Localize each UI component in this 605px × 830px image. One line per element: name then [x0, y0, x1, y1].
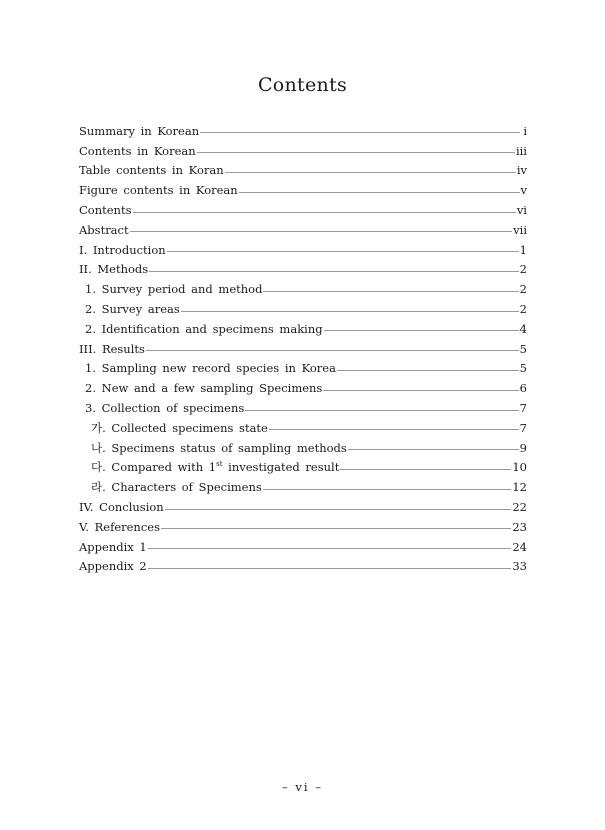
- toc-entry-page-number: 5: [519, 361, 527, 376]
- dot-leader: [161, 528, 511, 529]
- toc-entry-label: [79, 401, 244, 415]
- dot-leader: [348, 449, 519, 450]
- toc-entry: [79, 180, 527, 200]
- toc-entry-page-number: 33: [512, 559, 527, 574]
- toc-entry-label: [79, 282, 262, 296]
- toc-entry-label: [79, 420, 268, 436]
- dot-leader: [323, 390, 518, 391]
- toc-entry: [79, 359, 527, 379]
- toc-entry: [79, 438, 527, 458]
- toc-entry-page-number: 2: [519, 262, 527, 277]
- toc-entry-page-number: 6: [519, 381, 527, 396]
- dot-leader: [337, 370, 519, 371]
- dot-leader: [239, 192, 520, 193]
- toc-entry-superscript: st: [216, 460, 223, 469]
- toc-entry-label: [79, 322, 323, 336]
- toc-entry-page-number: 7: [519, 420, 527, 435]
- toc-entry-label: [79, 361, 336, 375]
- toc-entry-page-number: 23: [512, 519, 527, 534]
- table-of-contents: [79, 121, 527, 576]
- toc-entry-label: [79, 144, 196, 158]
- toc-entry: [79, 161, 527, 181]
- toc-entry-text: Contents: [79, 203, 132, 218]
- toc-entry-page-number: iv: [516, 163, 527, 178]
- toc-entry-label: [79, 342, 145, 356]
- dot-leader: [263, 291, 518, 292]
- toc-entry-page-number: 1: [519, 242, 527, 257]
- toc-entry: [79, 398, 527, 418]
- toc-entry-text: III. Results: [79, 341, 145, 356]
- dot-leader: [225, 172, 516, 173]
- toc-entry: [79, 299, 527, 319]
- toc-entry-text: V. References: [79, 519, 160, 534]
- toc-entry-label: [79, 381, 322, 395]
- toc-entry-text: 다. Compared with 1: [91, 460, 217, 475]
- dot-leader: [167, 251, 519, 252]
- page-number-footer: – vi –: [282, 780, 323, 794]
- toc-entry: [79, 240, 527, 260]
- dot-leader: [245, 410, 518, 411]
- toc-entry-text: IV. Conclusion: [79, 500, 164, 515]
- toc-entry-text: 2. Identification and specimens making: [85, 321, 323, 336]
- dot-leader: [146, 350, 519, 351]
- toc-entry-page-number: 10: [512, 460, 527, 475]
- toc-entry-page-number: vii: [513, 222, 527, 237]
- dot-leader: [263, 489, 512, 490]
- toc-entry-label: [79, 262, 148, 276]
- toc-entry-label: [79, 540, 147, 554]
- toc-entry-label: [79, 459, 339, 475]
- toc-entry-text: Table contents in Koran: [79, 163, 224, 178]
- toc-entry: [79, 477, 527, 497]
- toc-entry-label: [79, 243, 166, 257]
- toc-entry-text: 1. Sampling new record species in Korea: [85, 361, 336, 376]
- toc-entry-page-number: 4: [519, 321, 527, 336]
- toc-entry-page-number: 12: [512, 480, 527, 495]
- toc-entry-label: [79, 124, 199, 138]
- dot-leader: [133, 212, 516, 213]
- dot-leader: [149, 271, 518, 272]
- toc-entry-text: 3. Collection of specimens: [85, 401, 245, 416]
- toc-entry-text: Appendix 2: [79, 559, 147, 574]
- toc-entry-label: [79, 203, 132, 217]
- toc-entry-page-number: 7: [519, 401, 527, 416]
- toc-entry-page-number: 22: [512, 500, 527, 515]
- toc-entry-label: [79, 223, 129, 237]
- toc-entry: [79, 121, 527, 141]
- dot-leader: [148, 548, 512, 549]
- toc-entry-text: II. Methods: [79, 262, 149, 277]
- toc-entry-text: Figure contents in Korean: [79, 183, 238, 198]
- toc-entry: [79, 378, 527, 398]
- toc-entry-text: 2. New and a few sampling Specimens: [85, 381, 323, 396]
- toc-entry-label: [79, 559, 147, 573]
- toc-entry: [79, 497, 527, 517]
- toc-entry: [79, 220, 527, 240]
- toc-entry-label: [79, 500, 164, 514]
- toc-entry-text-continued: investigated result: [222, 460, 340, 475]
- toc-entry: [79, 200, 527, 220]
- toc-entry: [79, 418, 527, 438]
- toc-entry-text: Appendix 1: [79, 539, 147, 554]
- toc-entry-label: [79, 440, 347, 456]
- dot-leader: [200, 132, 520, 133]
- toc-entry-text: Abstract: [79, 222, 129, 237]
- toc-entry-text: 나. Specimens status of sampling methods: [91, 440, 347, 455]
- toc-entry: [79, 557, 527, 577]
- dot-leader: [148, 568, 512, 569]
- toc-entry-page-number: i: [523, 123, 527, 138]
- toc-entry-page-number: iii: [515, 143, 527, 158]
- toc-entry-text: 1. Survey period and method: [85, 282, 263, 297]
- toc-entry-page-number: 2: [519, 302, 527, 317]
- toc-entry: [79, 339, 527, 359]
- dot-leader: [130, 231, 513, 232]
- toc-entry-text: 가. Collected specimens state: [91, 420, 268, 435]
- toc-entry: [79, 319, 527, 339]
- dot-leader: [340, 469, 511, 470]
- toc-entry: [79, 517, 527, 537]
- toc-entry: [79, 141, 527, 161]
- toc-entry-page-number: 2: [519, 282, 527, 297]
- toc-entry-text: Contents in Korean: [79, 143, 196, 158]
- toc-entry-page-number: 24: [512, 539, 527, 554]
- dot-leader: [165, 509, 512, 510]
- toc-entry: [79, 458, 527, 478]
- dot-leader: [269, 429, 519, 430]
- toc-entry-page-number: vi: [516, 203, 527, 218]
- dot-leader: [324, 330, 519, 331]
- toc-entry-label: [79, 302, 180, 316]
- toc-entry-page-number: 5: [519, 341, 527, 356]
- toc-entry-text: 라. Characters of Specimens: [91, 480, 262, 495]
- dot-leader: [181, 311, 519, 312]
- toc-entry-label: [79, 520, 160, 534]
- toc-entry-label: [79, 479, 262, 495]
- toc-entry-page-number: v: [520, 183, 527, 198]
- toc-entry-page-number: 9: [519, 440, 527, 455]
- toc-entry-label: [79, 163, 224, 177]
- toc-entry-text: I. Introduction: [79, 242, 166, 257]
- toc-entry-text: Summary in Korean: [79, 123, 200, 138]
- toc-entry-label: [79, 183, 238, 197]
- toc-entry: [79, 260, 527, 280]
- dot-leader: [197, 152, 515, 153]
- toc-entry-text: 2. Survey areas: [85, 302, 180, 317]
- page-title: Contents: [257, 74, 348, 96]
- toc-entry: [79, 537, 527, 557]
- toc-entry: [79, 279, 527, 299]
